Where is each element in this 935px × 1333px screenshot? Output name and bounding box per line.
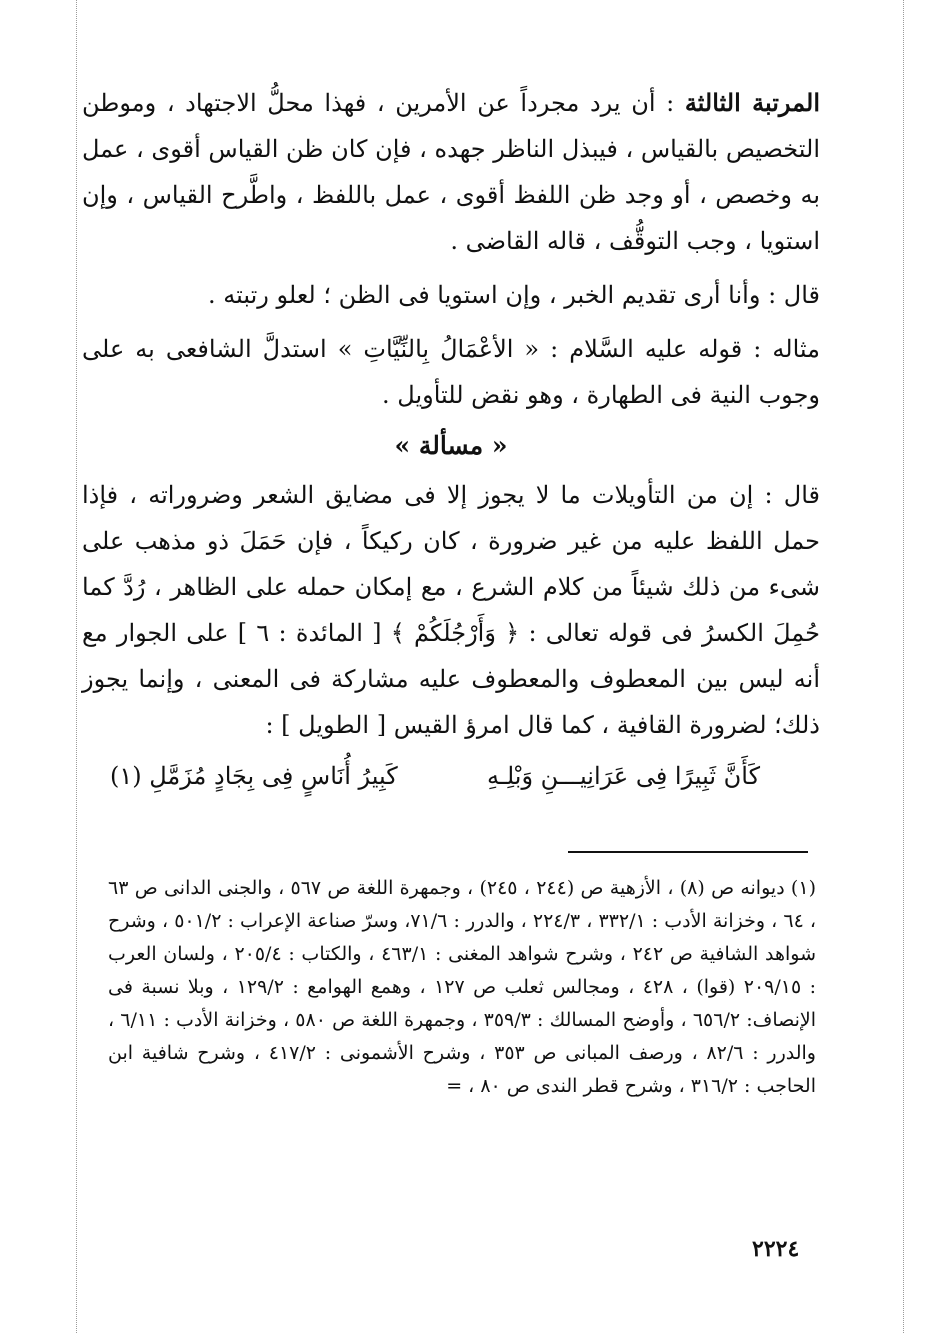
paragraph-opinion: قال : وأنا أرى تقديم الخبر ، وإن استويا فى الظن ؛ لعلو رتبته . [208, 281, 820, 309]
paragraph-lead-term: المرتبة الثالثة [684, 88, 820, 117]
section-heading: « مسألة » [394, 431, 508, 460]
verse-first-hemistich: كَأَنَّ ثَبِيرًا فِى عَرَانِيـــنِ وَبْلِـهِ [486, 762, 760, 790]
paragraph-text: : أن يرد مجرداً عن الأمرين ، فهذا محلُّ الاجتهاد ، وموطن التخصيص بالقياس ، فيبذل الناظر جهده ، فإن كان ظن القياس أقوى ، عمل به وخصص ، أو وجد ظن اللفظ أقوى ، عمل باللفظ ، واطَّرح القياس ، وإن استويا ، وجب التوقُّف ، قاله القاضى . [82, 89, 821, 255]
main-text-body [82, 80, 820, 816]
poetry-verse [82, 754, 820, 816]
verse-second-hemistich: كَبِيرُ أُنَاسٍ فِى بِجَادٍ مُزَمَّلِ (١) [110, 762, 398, 790]
page-number: ٢٢٢٤ [752, 1236, 800, 1262]
paragraph-third-rank [82, 80, 820, 264]
paragraph-interpretation: قال : إن من التأويلات ما لا يجوز إلا فى مضايق الشعر وضروراته ، فإذا حمل اللفظ عليه من غير ضرورة ، كان ركيكاً ، فإن حَمَلَ ذو مذهب على شىء من ذلك شيئاً من كلام الشرع ، مع إمكان حمله على الظاهر ، رُدَّ كما حُمِلَ الكسرُ فى قوله تعالى : ﴿ وَأَرْجُلَكُمْ ﴾ [ المائدة : ٦ ] على الجوار مع أنه ليس بين المعطوف والمعطوف عليه مشاركة فى المعنى ، وإنما يجوز ذلك؛ لضرورة القافية ، كما قال امرؤ القيس [ الطويل ] : [82, 481, 820, 739]
footnote-separator [568, 851, 808, 853]
scan-dotted-edge-right [903, 0, 904, 1333]
scan-dotted-edge-left [76, 0, 77, 1333]
footnote-text: (١) ديوانه ص (٨) ، الأزهية ص (٢٤٤ ، ٢٤٥) ، وجمهرة اللغة ص ٥٦٧ ، والجنى الدانى ص ٦٣ ، ٦٤ ، وخزانة الأدب : ٣٣٢/١ ، ٢٢٤/٣ ، والدرر : ٧١/٦، وسرّ صناعة الإعراب : ٥٠١/٢ ، وشرح شواهد الشافية ص ٢٤٢ ، وشرح شواهد المغنى : ٤٦٣/١ ، والكتاب : ٢٠٥/٤ ، ولسان العرب : ٢٠٩/١٥ (قوا) ، ٤٢٨ ، ومجالس ثعلب ص ١٢٧ ، وهمع الهوامع : ١٢٩/٢ ، وبلا نسبة فى الإنصاف: ٦٥٦/٢ ، وأوضح المسالك : ٣٥٩/٣ ، وجمهرة اللغة ص ٥٨٠ ، وخزانة الأدب : ٦/١١ ، والدرر : ٨٢/٦ ، ورصف المبانى ص ٣٥٣ ، وشرح الأشمونى : ٤١٧/٢ ، وشرح شافية ابن الحاجب : ٣١٦/٢ ، وشرح قطر الندى ص ٨٠ ، = [108, 877, 817, 1097]
paragraph-example: مثاله : قوله عليه السَّلام : « الأعْمَالُ بِالنِّيَّاتِ » استدلَّ الشافعى به على وجوب النية فى الطهارة ، وهو نقض للتأويل . [82, 335, 820, 409]
